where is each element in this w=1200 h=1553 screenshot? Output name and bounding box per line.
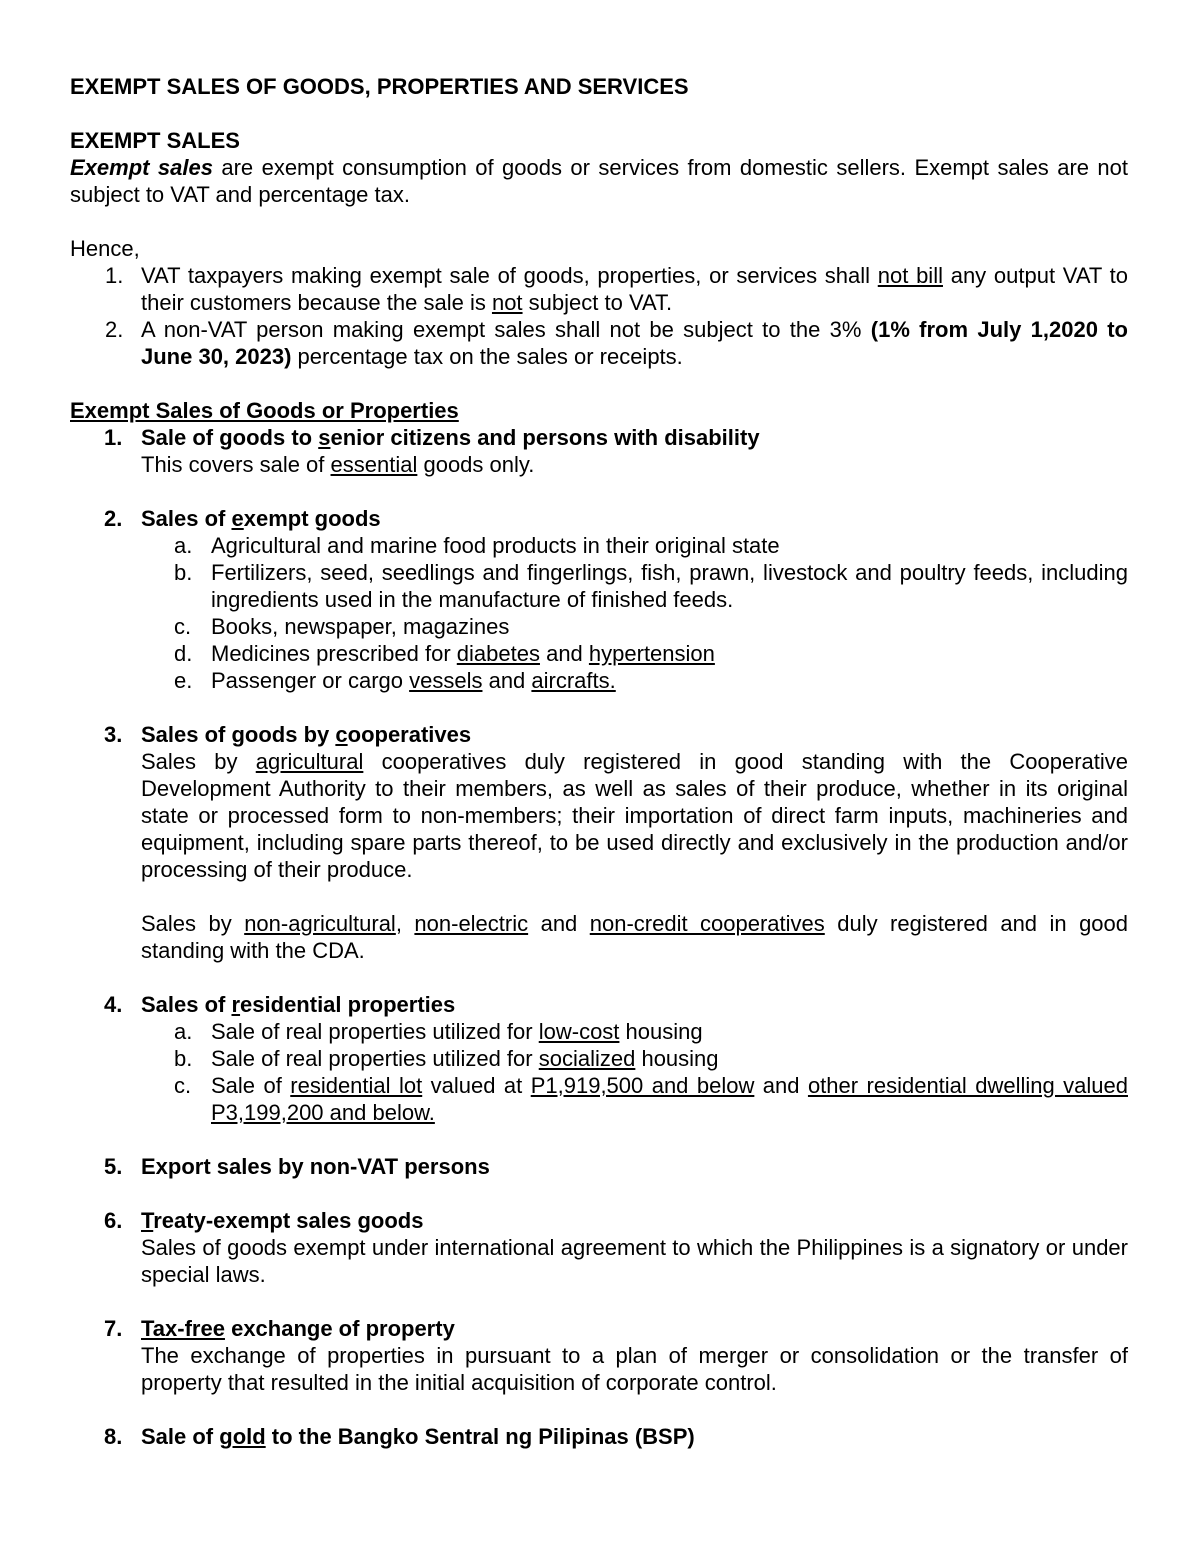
item-1-text: This covers sale of essential goods only. — [141, 452, 535, 477]
item-3-paragraph-2: Sales by non-agricultural, non-electric and non-credit cooperatives duly registered and in good standing with the CDA. — [141, 911, 1129, 963]
item-8-heading: 8. Sale of gold to the Bangko Sentral ng Pilipinas (BSP) — [104, 1424, 695, 1449]
item-4-sub-c: c. Sale of residential lot valued at P1,919,500 and below and other residential dwelling valued P3,199,200 and below. — [174, 1073, 1128, 1125]
definition-term: Exempt sales — [70, 155, 213, 180]
exempt-sales-definition — [70, 154, 1128, 208]
exempt-sales-heading: EXEMPT SALES — [70, 128, 240, 153]
item-2-heading: 2. Sales of exempt goods — [104, 506, 381, 531]
item-6-text: Sales of goods exempt under international agreement to which the Philippines is a signatory or under special laws. — [141, 1235, 1128, 1287]
document-title: EXEMPT SALES OF GOODS, PROPERTIES AND SERVICES — [70, 74, 689, 99]
item-2-sub-d: d. Medicines prescribed for diabetes and hypertension — [174, 641, 715, 666]
item-7-text: The exchange of properties in pursuant to a plan of merger or consolidation or the transfer of property that resulted in the initial acquisition of corporate control. — [141, 1343, 1128, 1395]
item-7-heading: 7. Tax-free exchange of property — [104, 1316, 455, 1341]
item-4-sub-b: b. Sale of real properties utilized for socialized housing — [174, 1046, 719, 1071]
item-4-heading: 4. Sales of residential properties — [104, 992, 456, 1017]
item-2-sub-c: c. Books, newspaper, magazines — [174, 614, 510, 639]
item-4-sub-a: a. Sale of real properties utilized for low-cost housing — [174, 1019, 703, 1044]
hence-label: Hence, — [70, 236, 140, 261]
item-5-heading: 5. Export sales by non-VAT persons — [104, 1154, 490, 1179]
item-2-sub-a: a. Agricultural and marine food products in their original state — [174, 533, 780, 558]
item-3-heading: 3. Sales of goods by cooperatives — [104, 722, 472, 747]
goods-section-heading: Exempt Sales of Goods or Properties — [70, 398, 459, 423]
definition-text: are exempt consumption of goods or services from domestic sellers. Exempt sales are not subject to VAT and percentage tax. — [70, 155, 1129, 207]
hence-item-1: 1. VAT taxpayers making exempt sale of goods, properties, or services shall not bill any output VAT to their customers because the sale is not subject to VAT. — [105, 263, 1129, 315]
hence-item-2: 2. A non-VAT person making exempt sales shall not be subject to the 3% (1% from July 1,2020 to June 30, 2023) percentage tax on the sales or receipts. — [105, 317, 1128, 369]
item-3-paragraph-1: Sales by agricultural cooperatives duly registered in good standing with the Cooperative Development Authority to their members, as well as sales of their produce, whether in its original state or processed form to non-members; their importation of direct farm inputs, machineries and equipment, including spare parts thereof, to be used directly and exclusively in the production and/or processing of their produce. — [141, 749, 1128, 882]
item-6-heading: 6. Treaty-exempt sales goods — [104, 1208, 424, 1233]
item-2-sub-b: b. Fertilizers, seed, seedlings and fingerlings, fish, prawn, livestock and poultry feeds, including ingredients used in the manufacture of finished feeds. — [174, 560, 1128, 612]
item-2-sub-e: e. Passenger or cargo vessels and aircrafts. — [174, 668, 616, 693]
item-1-heading: 1. Sale of goods to senior citizens and persons with disability — [104, 425, 760, 450]
